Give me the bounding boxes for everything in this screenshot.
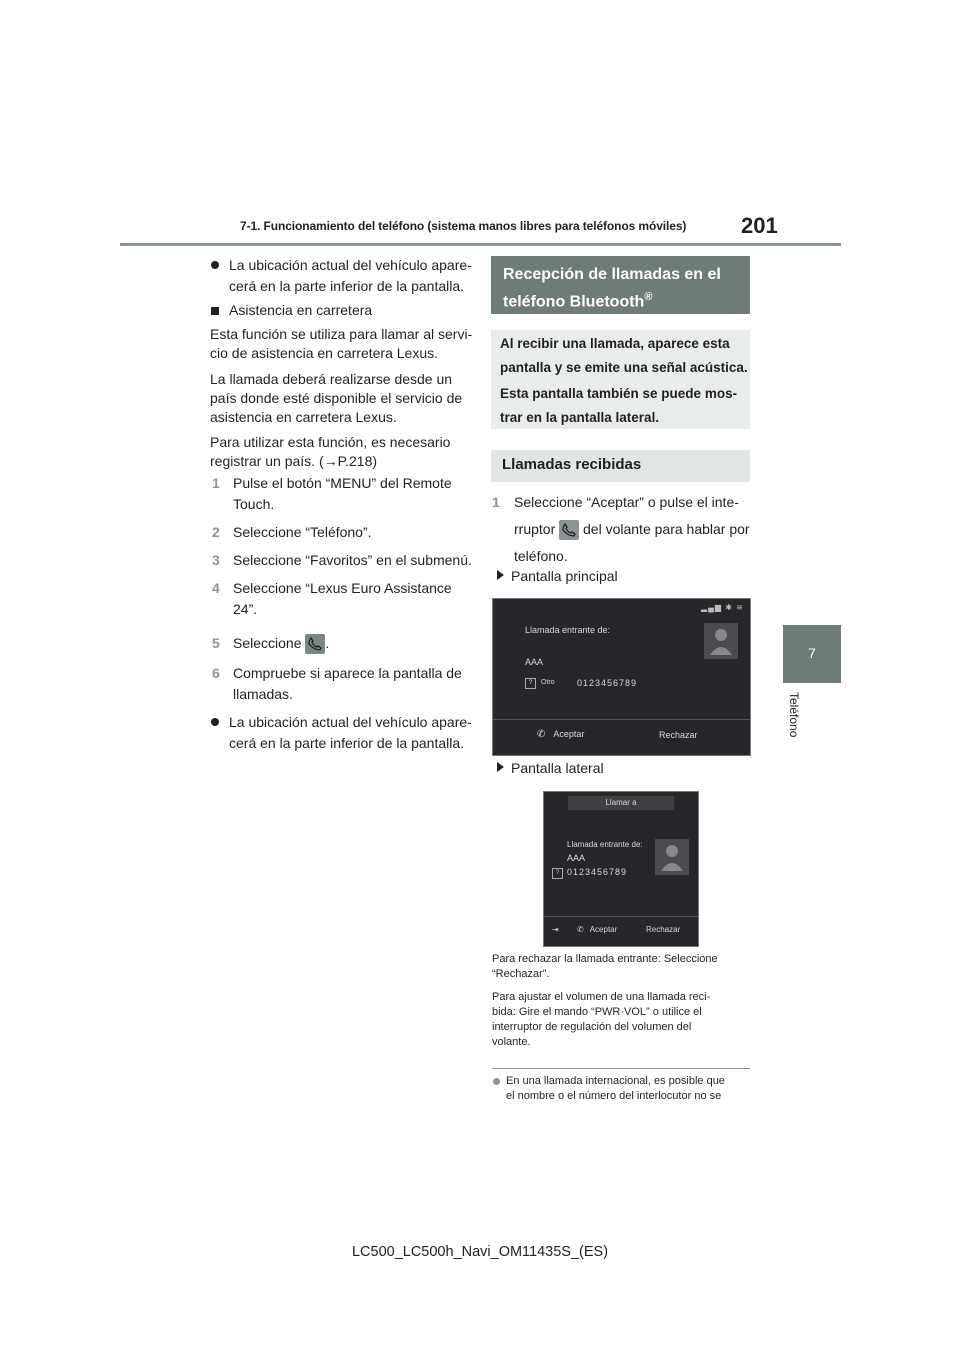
step-number: 1 — [212, 475, 220, 491]
info-box — [491, 330, 750, 429]
text-line: Para utilizar esta función, es necesario — [210, 434, 451, 450]
step-text: llamadas. — [233, 686, 293, 702]
side-screen-label-text: Pantalla lateral — [511, 760, 604, 776]
bullet-dot — [211, 261, 219, 269]
bullet-dot — [211, 718, 219, 726]
info-line: trar en la pantalla lateral. — [500, 410, 660, 425]
subsection-heading — [211, 302, 489, 318]
text-line: cio de asistencia en carretera Lexus. — [210, 345, 439, 361]
phone-icon: ✆ — [537, 729, 546, 740]
incoming-label: Llamada entrante de: — [567, 840, 643, 849]
note-line: bida: Gire el mando “PWR·VOL” o utilice el — [492, 1006, 702, 1018]
subheading-band — [491, 450, 750, 482]
section-title: 7-1. Funcionamiento del teléfono (sistema manos libres para teléfonos móviles) — [240, 219, 687, 233]
note-international — [493, 1074, 766, 1104]
triangle-bullet — [497, 762, 504, 772]
bullet-location-1 — [211, 255, 489, 297]
expand-icon[interactable]: ⇥ — [552, 925, 559, 934]
bullet-line: La ubicación actual del vehículo apare- — [229, 714, 472, 730]
bullet-location-2 — [211, 712, 489, 754]
info-line: pantalla y se emite una señal acústica. — [500, 360, 748, 375]
main-screen-label — [497, 566, 618, 587]
step-1 — [212, 473, 495, 515]
step-text: Compruebe si aparece la pantalla de — [233, 665, 462, 681]
step-text: Seleccione “Aceptar” o pulse el inte- — [514, 494, 739, 510]
caller-number: 0123456789 — [567, 867, 628, 877]
side-screen-label — [497, 758, 604, 779]
page-number: 201 — [741, 213, 778, 238]
reject-button[interactable]: Rechazar — [659, 730, 698, 740]
phone-type-icon: ? — [525, 678, 536, 689]
accept-button[interactable] — [577, 925, 617, 934]
main-screen-image — [492, 598, 751, 756]
note-line: Para rechazar la llamada entrante: Seleccione — [492, 953, 718, 965]
step-number: 6 — [212, 665, 220, 681]
step-text: Seleccione “Lexus Euro Assistance — [233, 580, 452, 596]
step-number: 1 — [492, 494, 500, 510]
side-screen-title: Llamar a — [568, 796, 674, 810]
text-line: registrar un país. (→P.218) — [210, 453, 378, 469]
step-text: rruptor — [514, 521, 556, 537]
contact-avatar — [655, 839, 689, 875]
caller-number: 0123456789 — [577, 678, 638, 688]
section-heading-line: Recepción de llamadas en el — [503, 266, 721, 283]
header-divider — [120, 243, 841, 246]
paragraph-1 — [210, 325, 475, 363]
chapter-number: 7 — [808, 645, 816, 661]
status-icons: ▂▄▆ ✱ ≋ — [701, 603, 744, 612]
incoming-label: Llamada entrante de: — [525, 625, 611, 635]
step-text-end: . — [325, 635, 330, 651]
paragraph-2 — [210, 370, 475, 427]
step-5 — [212, 633, 495, 654]
bullet-line: La ubicación actual del vehículo apare- — [229, 257, 472, 273]
step-number: 3 — [212, 552, 220, 568]
model-footer: LC500_LC500h_Navi_OM11435S_(ES) — [351, 1244, 609, 1260]
text-line: Esta función se utiliza para llamar al servi- — [210, 326, 473, 342]
text-line: asistencia en carretera Lexus. — [210, 409, 397, 425]
info-line: Al recibir una llamada, aparece esta — [500, 336, 730, 351]
contact-avatar — [704, 623, 738, 659]
step-text: Seleccione — [233, 635, 302, 651]
text-line: La llamada deberá realizarse desde un — [210, 371, 453, 387]
subsection-heading-text: Asistencia en carretera — [229, 302, 373, 318]
caller-name: AAA — [525, 657, 544, 667]
section-heading-line: teléfono Bluetooth — [503, 293, 645, 311]
note-dot — [493, 1078, 500, 1085]
step-6 — [212, 663, 495, 705]
paragraph-3 — [210, 433, 475, 471]
step-text: del volante para hablar por — [583, 521, 750, 537]
bullet-line: cerá en la parte inferior de la pantalla. — [229, 735, 465, 751]
screen-divider — [493, 719, 750, 720]
screen-divider — [544, 916, 698, 917]
side-screen-image — [543, 791, 699, 947]
step-3 — [212, 550, 495, 571]
note-line: interruptor de regulación del volumen del — [492, 1021, 692, 1033]
phone-icon: ✆ — [577, 925, 584, 934]
bullet-line: cerá en la parte inferior de la pantalla. — [229, 278, 465, 294]
note-line: volante. — [492, 1036, 531, 1048]
section-heading-band — [491, 256, 750, 314]
note-divider — [492, 1068, 750, 1069]
subheading-text: Llamadas recibidas — [502, 456, 642, 473]
phone-type: Otro — [541, 679, 555, 686]
chapter-label — [783, 692, 803, 752]
step-4 — [212, 578, 495, 620]
phone-icon — [305, 634, 325, 654]
triangle-bullet — [497, 570, 504, 580]
chapter-label-text: Teléfono — [787, 692, 801, 738]
accept-button[interactable] — [537, 729, 584, 740]
step-number: 5 — [212, 635, 220, 651]
note-volume — [492, 990, 752, 1050]
note-line: “Rechazar”. — [492, 968, 550, 980]
square-bullet — [211, 307, 219, 315]
receive-step-1 — [492, 489, 776, 570]
main-screen-label-text: Pantalla principal — [511, 568, 618, 584]
step-text: 24”. — [233, 601, 258, 617]
step-text: Touch. — [233, 496, 275, 512]
step-text: teléfono. — [514, 548, 568, 564]
step-2 — [212, 522, 495, 543]
note-line: el nombre o el número del interlocutor no se — [506, 1090, 722, 1102]
note-line: En una llamada internacional, es posible que — [506, 1075, 725, 1087]
text-line: país donde esté disponible el servicio de — [210, 390, 463, 406]
registered-mark: ® — [644, 291, 653, 303]
step-text: Pulse el botón “MENU” del Remote — [233, 475, 452, 491]
step-text: Seleccione “Favoritos” en el submenú. — [233, 552, 472, 568]
reject-button[interactable]: Rechazar — [646, 925, 681, 934]
info-line: Esta pantalla también se puede mos- — [500, 386, 738, 401]
phone-type-icon: ? — [552, 868, 563, 879]
note-reject — [492, 952, 752, 982]
accept-label: Aceptar — [589, 925, 618, 934]
steering-phone-icon — [559, 520, 579, 540]
accept-label: Aceptar — [553, 729, 585, 739]
note-line: Para ajustar el volumen de una llamada reci- — [492, 991, 711, 1003]
caller-name: AAA — [567, 853, 586, 863]
step-text: Seleccione “Teléfono”. — [233, 524, 372, 540]
step-number: 4 — [212, 580, 220, 596]
step-number: 2 — [212, 524, 220, 540]
